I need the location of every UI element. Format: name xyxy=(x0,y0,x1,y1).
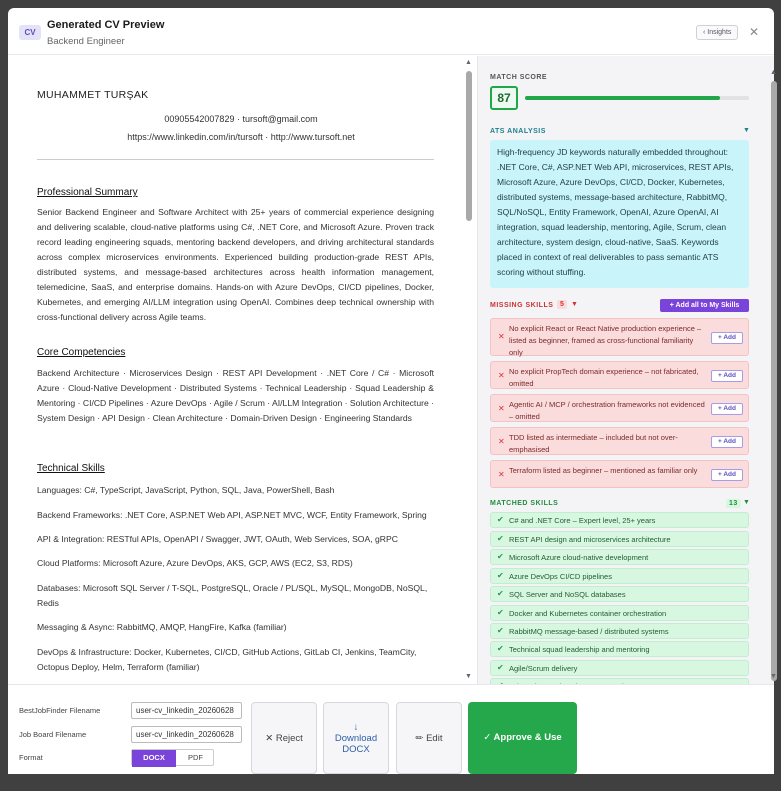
reject-button[interactable] xyxy=(251,702,317,774)
bestjob-filename-label: BestJobFinder Filename xyxy=(19,706,101,715)
modal-footer xyxy=(8,684,774,774)
missing-skill-text: Terraform listed as beginner – mentioned as familiar only xyxy=(509,466,698,475)
scroll-up-arrow[interactable]: ▲ xyxy=(770,69,777,76)
add-skill-button[interactable]: + Add xyxy=(711,403,743,415)
matched-skill-item xyxy=(490,568,749,584)
matched-skill-item xyxy=(490,623,749,639)
check-icon: ✔ xyxy=(497,663,504,672)
missing-skill-item xyxy=(490,361,749,389)
matched-skill-text: Technical squad leadership and mentoring xyxy=(509,645,650,654)
chevron-down-icon[interactable]: ▼ xyxy=(743,127,750,134)
add-skill-button[interactable]: + Add xyxy=(711,370,743,382)
jobboard-filename-input[interactable] xyxy=(131,726,242,743)
missing-skill-text: TDD listed as intermediate – included but not over-emphasised xyxy=(509,433,678,454)
modal-subtitle: Backend Engineer xyxy=(47,36,125,47)
x-icon: ✕ xyxy=(498,470,505,479)
check-icon: ✔ xyxy=(497,589,504,598)
add-skill-button[interactable]: + Add xyxy=(711,436,743,448)
check-icon: ✔ xyxy=(497,552,504,561)
match-score-bar xyxy=(525,96,749,100)
matched-skill-text: Docker and Kubernetes container orchestration xyxy=(509,609,667,618)
modal-header xyxy=(8,8,774,55)
matched-skill-item xyxy=(490,660,749,676)
cv-document[interactable] xyxy=(8,56,474,684)
check-icon: ✔ xyxy=(497,571,504,580)
missing-count-badge: 5 xyxy=(557,300,567,309)
x-icon: ✕ xyxy=(498,371,505,380)
section-heading-skills: Technical Skills xyxy=(37,463,105,474)
add-skill-button[interactable]: + Add xyxy=(711,332,743,344)
download-docx-button[interactable] xyxy=(323,702,389,774)
skill-line: Databases: Microsoft SQL Server / T-SQL, PostgreSQL, Oracle / PL/SQL, MySQL, MongoDB, NoSQL, Redis xyxy=(37,583,428,608)
matched-count-badge: 13 xyxy=(726,499,741,508)
insights-button[interactable]: ‹ Insights xyxy=(696,25,738,40)
matched-skill-item xyxy=(490,605,749,621)
matched-skill-item xyxy=(490,531,749,547)
approve-and-use-button[interactable]: ✓ Approve & Use xyxy=(468,702,577,774)
check-icon: ✔ xyxy=(497,534,504,543)
match-score-value: 87 xyxy=(490,86,518,110)
matched-skill-text: REST API design and microservices architecture xyxy=(509,535,671,544)
missing-skill-item xyxy=(490,427,749,455)
matched-skill-text: Microsoft Azure cloud-native development xyxy=(509,553,649,562)
check-icon: ✔ xyxy=(497,608,504,617)
reject-label: ✕ Reject xyxy=(265,732,303,744)
missing-skill-item xyxy=(490,318,749,356)
matched-skill-item xyxy=(490,549,749,565)
competencies-text: Backend Architecture · Microservices Design · REST API Development · .NET Core / C# · Microsoft Azure · Cloud-Native Development · Distributed Systems · Technical Leadership · Squad Leadership & Mentoring · CI/CD Pipelines · Azure DevOps · Agile / Scrum · AI/LLM Integration · Solution Architecture · System Design · API Design · Clean Architecture · Domain-Driven Design · Engineering Standards xyxy=(37,368,434,423)
missing-skill-text: Agentic AI / MCP / orchestration frameworks not evidenced – omitted xyxy=(509,400,705,421)
analysis-panel xyxy=(477,56,777,684)
ats-analysis-text: High-frequency JD keywords naturally embedded throughout: .NET Core, C#, ASP.NET Web API, microservices, REST APIs, Microsoft Azure, Azure DevOps, CI/CD, Docker, Kubernetes, distributed systems, message-based architecture, RabbitMQ, SQL/NoSQL, Entity Framework, OpenAI, Azure OpenAI, AI integration, squad leadership, mentoring, Agile, Scrum, clean architecture, system design, cloud-native, SaaS. Keywords placed in context of real deliverables to pass semantic ATS scoring without stuffing. xyxy=(490,140,749,288)
x-icon: ✕ xyxy=(498,404,505,413)
format-pdf-option[interactable]: PDF xyxy=(188,753,203,762)
x-icon: ✕ xyxy=(498,437,505,446)
format-docx-option[interactable]: DOCX xyxy=(132,750,176,767)
chevron-down-icon[interactable]: ▼ xyxy=(743,499,750,506)
bestjob-filename-input[interactable] xyxy=(131,702,242,719)
edit-label: ✏ Edit xyxy=(415,732,443,744)
missing-skills-label: MISSING SKILLS xyxy=(490,302,554,309)
divider xyxy=(37,159,434,160)
summary-text: Senior Backend Engineer and Software Architect with 25+ years of commercial experience designing and delivering scalable, cloud-native platforms using C#, .NET Core, and Microsoft Azure. Proven track record leading engineering squads, mentoring backend developers, and driving architectural standards across complex microservices environments. Experienced building production-grade REST APIs, distributed systems, and message-based architectures across health information management, telemedicine, SaaS, and enterprise domains. Hands-on with Azure DevOps, CI/CD pipelines, Docker, Kubernetes, and emerging AI/LLM integration using OpenAI. Combines deep technical ownership with cross-functional delivery across Agile teams. xyxy=(37,207,434,322)
check-icon: ✔ xyxy=(497,644,504,653)
modal-title: Generated CV Preview xyxy=(47,19,165,31)
cv-name: MUHAMMET TURŞAK xyxy=(37,89,149,101)
scroll-down-arrow[interactable]: ▼ xyxy=(770,673,777,680)
ats-analysis-label: ATS ANALYSIS xyxy=(490,128,546,135)
matched-skill-text: C# and .NET Core – Expert level, 25+ years xyxy=(509,516,656,525)
add-all-skills-button[interactable]: + Add all to My Skills xyxy=(660,299,749,312)
scroll-down-arrow[interactable]: ▼ xyxy=(465,673,472,680)
matched-skill-item xyxy=(490,641,749,657)
check-icon: ✔ xyxy=(497,515,504,524)
cv-contact-links: https://www.linkedin.com/in/tursoft · http://www.tursoft.net xyxy=(127,132,355,142)
matched-skill-item xyxy=(490,512,749,528)
cv-preview-modal xyxy=(8,8,777,774)
matched-skill-text: Azure DevOps CI/CD pipelines xyxy=(509,572,612,581)
download-icon: ↓ xyxy=(353,721,359,733)
download-label: Download xyxy=(334,732,378,744)
match-score-fill xyxy=(525,96,720,100)
skill-line: API & Integration: RESTful APIs, OpenAPI / Swagger, JWT, OAuth, Web Services, SOA, gRPC xyxy=(37,534,398,544)
download-format-label: DOCX xyxy=(342,743,370,755)
format-label: Format xyxy=(19,753,43,762)
missing-skill-text: No explicit PropTech domain experience – not fabricated, omitted xyxy=(509,367,699,388)
skill-line: DevOps & Infrastructure: Docker, Kubernetes, CI/CD, GitHub Actions, GitLab CI, Jenkins, TeamCity, Octopus Deploy, Helm, Terraform (familiar) xyxy=(37,647,417,672)
skill-line: Languages: C#, TypeScript, JavaScript, Python, SQL, Java, PowerShell, Bash xyxy=(37,485,335,495)
matched-skill-text: SQL Server and NoSQL databases xyxy=(509,590,626,599)
panel-scrollbar-thumb[interactable] xyxy=(771,81,777,681)
section-heading-summary: Professional Summary xyxy=(37,187,138,198)
skill-line: Messaging & Async: RabbitMQ, AMQP, HangFire, Kafka (familiar) xyxy=(37,622,287,632)
cv-contact-line: 00905542007829 · tursoft@gmail.com xyxy=(164,114,318,124)
check-icon: ✔ xyxy=(497,626,504,635)
missing-skill-item xyxy=(490,460,749,488)
scroll-up-arrow[interactable]: ▲ xyxy=(465,59,472,66)
skill-line: Backend Frameworks: .NET Core, ASP.NET Web API, ASP.NET MVC, WCF, Entity Framework, Spring xyxy=(37,510,427,520)
cv-scrollbar-thumb[interactable] xyxy=(466,71,472,221)
matched-skills-label: MATCHED SKILLS xyxy=(490,500,559,507)
chevron-down-icon[interactable]: ▼ xyxy=(571,301,578,308)
matched-skill-text: Agile/Scrum delivery xyxy=(509,664,578,673)
section-heading-competencies: Core Competencies xyxy=(37,347,126,358)
matched-skill-item xyxy=(490,586,749,602)
missing-skill-item xyxy=(490,394,749,422)
jobboard-filename-label: Job Board Filename xyxy=(19,730,87,739)
matched-skill-text: RabbitMQ message-based / distributed systems xyxy=(509,627,669,636)
format-toggle xyxy=(131,749,214,766)
match-score-label: MATCH SCORE xyxy=(490,74,548,81)
missing-skill-text: No explicit React or React Native production experience – listed as beginner, framed as cross-functional familiarity only xyxy=(509,324,702,357)
close-icon[interactable]: ✕ xyxy=(749,25,760,39)
x-icon: ✕ xyxy=(498,332,505,341)
skill-line: Cloud Platforms: Microsoft Azure, Azure DevOps, AKS, GCP, AWS (EC2, S3, RDS) xyxy=(37,558,353,568)
edit-button[interactable] xyxy=(396,702,462,774)
cv-badge: CV xyxy=(19,25,41,40)
add-skill-button[interactable]: + Add xyxy=(711,469,743,481)
